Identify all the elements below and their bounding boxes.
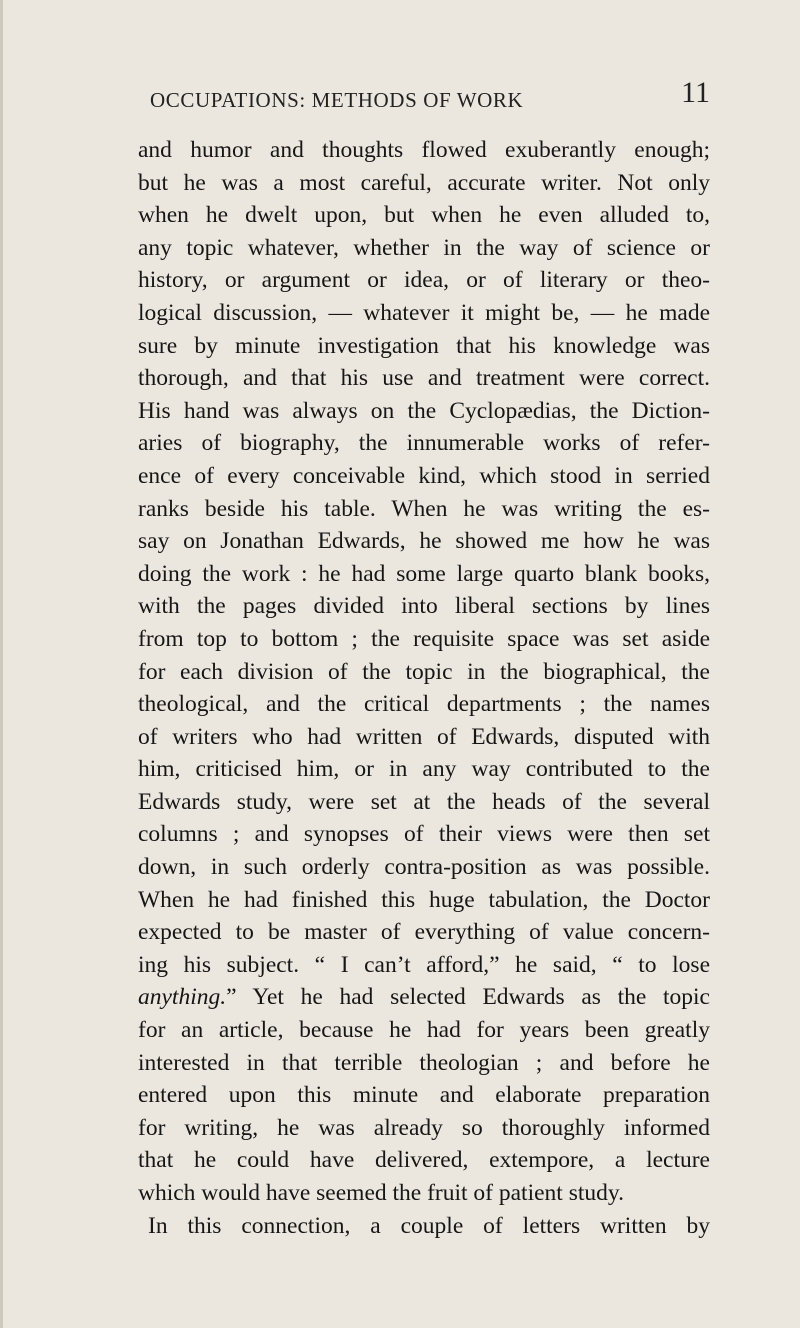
text-line: that he could have delivered, extempore, a lecture: [138, 1147, 710, 1174]
line-remainder: ” Yet he had selected Edwards as the topic: [226, 984, 710, 1011]
text-line: doing the work : he had some large quarto blank books,: [138, 560, 710, 587]
running-head: OCCUPATIONS: METHODS OF WORK: [150, 88, 524, 112]
text-line: thorough, and that his use and treatment were correct.: [138, 365, 710, 392]
text-line-with-italic: [138, 981, 710, 1014]
text-line: ence of every conceivable kind, which stood in serried: [138, 462, 710, 489]
text-line: In this connection, a couple of letters written by: [148, 1212, 710, 1239]
text-line: When he had finished this huge tabulation, the Doctor: [138, 886, 710, 913]
text-line: for writing, he was already so thoroughly informed: [138, 1114, 710, 1141]
text-line: but he was a most careful, accurate writer. Not only: [138, 169, 710, 196]
text-line: any topic whatever, whether in the way of science or: [138, 234, 710, 261]
text-line: Edwards study, were set at the heads of the several: [138, 788, 710, 815]
text-line: His hand was always on the Cyclopædias, the Diction-: [138, 397, 710, 424]
text-line: entered upon this minute and elaborate preparation: [138, 1082, 710, 1109]
text-line: columns ; and synopses of their views were then set: [138, 821, 710, 848]
text-line: interested in that terrible theologian ; and before he: [138, 1049, 710, 1076]
text-line: sure by minute investigation that his knowledge was: [138, 332, 710, 359]
page-number: 11: [681, 76, 710, 109]
text-line: say on Jonathan Edwards, he showed me how he was: [138, 528, 710, 555]
page-header: [150, 78, 710, 118]
text-line: theological, and the critical departments ; the names: [138, 691, 710, 718]
text-line: which would have seemed the fruit of patient study.: [138, 1180, 624, 1206]
text-line: when he dwelt upon, but when he even alluded to,: [138, 202, 710, 229]
text-line: for each division of the topic in the biographical, the: [138, 658, 710, 685]
text-line: logical discussion, — whatever it might be, — he made: [138, 299, 710, 326]
text-line: him, criticised him, or in any way contributed to the: [138, 756, 710, 783]
text-line: for an article, because he had for years been greatly: [138, 1017, 710, 1044]
text-line: history, or argument or idea, or of literary or theo-: [138, 267, 710, 294]
text-line: ing his subject. “ I can’t afford,” he said, “ to lose: [138, 951, 710, 978]
page-edge: [0, 0, 3, 1328]
text-line: with the pages divided into liberal sections by lines: [138, 593, 710, 620]
text-line: expected to be master of everything of value concern-: [138, 919, 710, 946]
text-line: ranks beside his table. When he was writing the es-: [138, 495, 710, 522]
text-line: from top to bottom ; the requisite space was set aside: [138, 625, 710, 652]
text-line: down, in such orderly contra-position as was possible.: [138, 854, 710, 881]
italic-word: anything.: [138, 984, 227, 1011]
body-text: [138, 134, 710, 1242]
text-line: and humor and thoughts flowed exuberantly enough;: [138, 137, 710, 163]
text-line: of writers who had written of Edwards, disputed with: [138, 723, 710, 750]
text-line: aries of biography, the innumerable works of refer-: [138, 430, 710, 457]
